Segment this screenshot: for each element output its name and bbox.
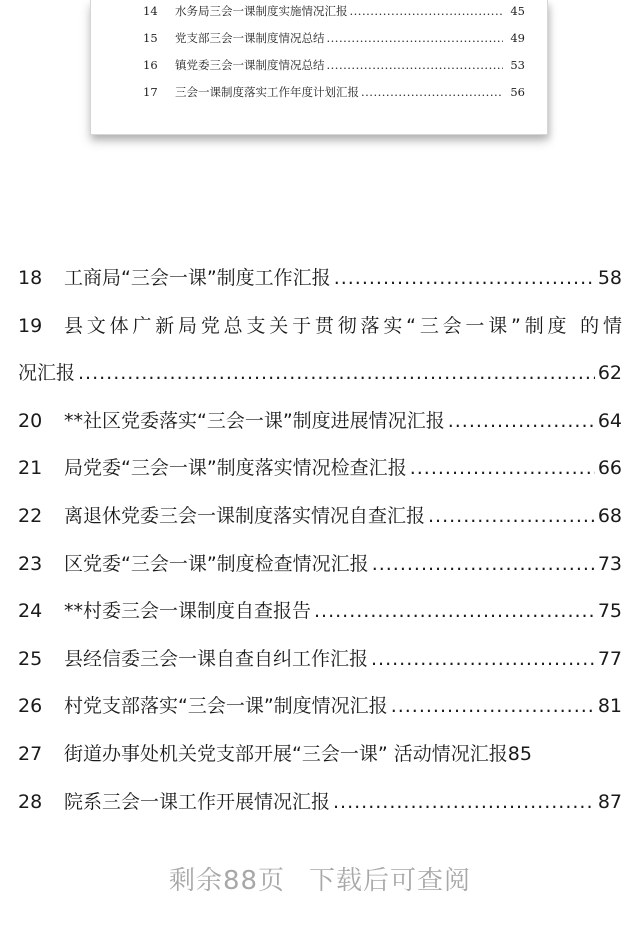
dot-leader: [78, 353, 595, 393]
entry-page: 58: [597, 267, 622, 289]
entry-title: 离退休党委三会一课制度落实情况自查汇报: [64, 504, 426, 527]
entry-number: 14: [143, 4, 158, 18]
toc-entry[interactable]: [18, 591, 622, 639]
entry-title: 党支部三会一课制度情况总结: [175, 31, 325, 45]
toc-entry[interactable]: [18, 448, 622, 496]
entry-title: 院系三会一课工作开展情况汇报: [64, 790, 331, 813]
entry-title: 局党委“三会一课”制度落实情况检查汇报: [64, 457, 407, 480]
entry-number: 23: [18, 552, 43, 575]
toc-entry[interactable]: [18, 686, 622, 734]
toc-entry[interactable]: [18, 782, 622, 830]
dot-leader: [327, 30, 504, 46]
dot-leader: [333, 782, 595, 822]
entry-number: 18: [18, 267, 43, 289]
dot-leader: [327, 57, 504, 73]
preview-page-card: [90, 0, 548, 135]
entry-title: **社区党委落实“三会一课”制度进展情况汇报: [64, 409, 445, 432]
entry-number: 20: [18, 409, 43, 432]
entry-title: 街道办事处机关党支部开展“三会一课” 活动情况汇报: [64, 742, 508, 765]
entry-title: 工商局“三会一课”制度工作汇报: [64, 267, 331, 289]
entry-page: 85: [507, 742, 532, 765]
preview-toc-row: [143, 0, 525, 27]
entry-number: 17: [143, 85, 158, 99]
preview-toc-row: [143, 27, 525, 54]
entry-number: 15: [143, 31, 158, 45]
entry-title: 村党支部落实“三会一课”制度情况汇报: [64, 695, 388, 718]
dot-leader: [372, 544, 595, 584]
entry-title: **村委三会一课制度自查报告: [64, 600, 312, 623]
entry-page: 73: [597, 552, 622, 575]
entry-page: 81: [597, 695, 622, 718]
entry-title: 县经信委三会一课自查自纠工作汇报: [64, 647, 369, 670]
dot-leader: [334, 258, 595, 298]
entry-title: 县文体广新局党总支关于贯彻落实“三会一课”制度 的情: [64, 314, 622, 337]
entry-page: 66: [597, 457, 622, 480]
entry-page: 77: [597, 647, 622, 670]
entry-page: 68: [597, 504, 622, 527]
entry-page: 87: [597, 790, 622, 813]
toc-entry[interactable]: [18, 734, 622, 782]
entry-number: 28: [18, 790, 43, 813]
toc-entry-continuation[interactable]: [18, 353, 622, 401]
dot-leader: [428, 496, 595, 536]
toc-entry[interactable]: [18, 401, 622, 449]
preview-toc-row: [143, 81, 525, 108]
toc-entry[interactable]: [18, 258, 622, 306]
entry-number: 21: [18, 457, 43, 480]
dot-leader: [350, 3, 504, 19]
preview-toc-list: [143, 0, 525, 108]
entry-page: 75: [597, 600, 622, 623]
dot-leader: [391, 686, 595, 726]
dot-leader: [361, 84, 503, 100]
entry-page: 53: [510, 58, 525, 72]
toc-entry[interactable]: [18, 496, 622, 544]
entry-title: 水务局三会一课制度实施情况汇报: [175, 4, 348, 18]
entry-page: 45: [510, 4, 525, 18]
dot-leader: [410, 448, 595, 488]
download-to-view-text: 下载后可查阅: [309, 866, 472, 896]
entry-number: 22: [18, 504, 43, 527]
toc-entry[interactable]: [18, 306, 622, 354]
entry-number: 19: [18, 314, 43, 337]
entry-number: 27: [18, 742, 43, 765]
entry-page: 49: [510, 31, 525, 45]
entry-number: 16: [143, 58, 158, 72]
toc-entry[interactable]: [18, 639, 622, 687]
dot-leader: [448, 401, 595, 441]
entry-title: 镇党委三会一课制度情况总结: [175, 58, 325, 72]
entry-title-continuation: 况汇报: [18, 362, 76, 385]
entry-number: 25: [18, 647, 43, 670]
entry-title: 区党委“三会一课”制度检查情况汇报: [64, 552, 369, 575]
remaining-pages-text: 剩余88页: [168, 866, 286, 896]
toc-entry[interactable]: [18, 544, 622, 592]
table-of-contents: [18, 258, 622, 829]
entry-page: 56: [510, 85, 525, 99]
entry-number: 24: [18, 600, 43, 623]
dot-leader: [314, 591, 595, 631]
entry-page: 64: [597, 409, 622, 432]
remaining-pages-notice[interactable]: [0, 860, 640, 897]
preview-toc-row: [143, 54, 525, 81]
entry-page: 62: [597, 362, 622, 385]
entry-title: 三会一课制度落实工作年度计划汇报: [175, 85, 359, 99]
entry-number: 26: [18, 695, 43, 718]
dot-leader: [371, 639, 595, 679]
